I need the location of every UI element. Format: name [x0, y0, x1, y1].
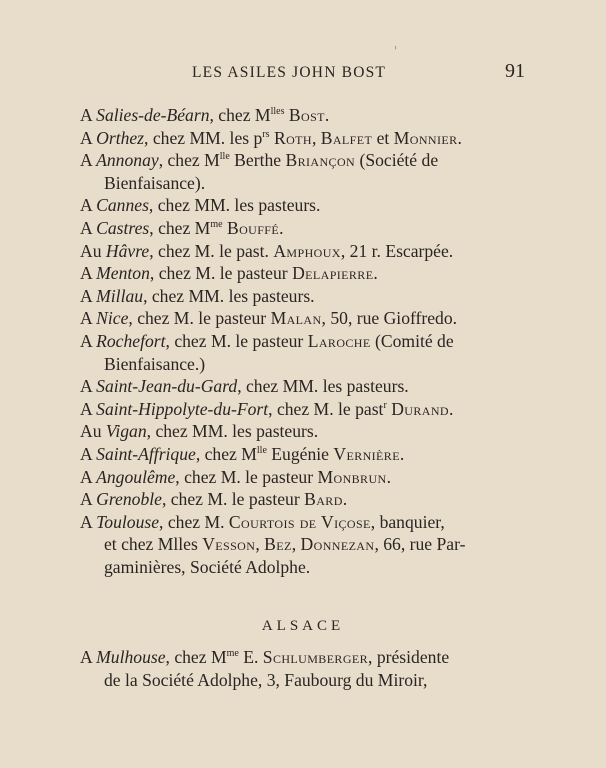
entry-text: me — [210, 219, 223, 231]
person-name: Amphoux — [273, 240, 341, 261]
section-heading: ALSACE — [261, 618, 345, 634]
entry-text: , chez MM. les p — [144, 127, 263, 148]
entry-text: , chez M — [149, 218, 211, 238]
entry-text: me — [226, 648, 239, 660]
directory-entry — [80, 511, 536, 579]
entry-text: A — [80, 105, 97, 125]
person-name: Donnezan — [300, 534, 375, 555]
entry-text: , chez M. le pasteur — [161, 489, 305, 510]
person-name: Bard. — [304, 489, 348, 510]
place-name: Mulhouse — [96, 647, 166, 667]
directory-entry — [80, 375, 536, 398]
entry-text: A — [80, 489, 97, 510]
person-name: Vesson — [202, 534, 256, 555]
place-name: Cannes — [96, 195, 149, 216]
entry-text: , chez M. le past. — [149, 240, 274, 261]
entry-text: A — [80, 376, 97, 397]
directory-entry — [80, 307, 536, 330]
directory-entry — [80, 398, 536, 421]
place-name: Nice — [96, 308, 129, 329]
entry-text: et chez Mlles — [104, 534, 203, 555]
entry-text: A — [80, 466, 97, 487]
entry-text: Eugénie — [266, 444, 334, 464]
entry-text: Au — [80, 421, 106, 442]
entry-text: , chez M. — [159, 511, 229, 532]
place-name: Rochefort — [96, 331, 166, 351]
entry-text: , 21 r. Escarpée. — [340, 240, 454, 261]
directory-entry — [80, 488, 536, 511]
person-name: Balfet — [320, 127, 373, 148]
person-name: Vernière. — [333, 444, 405, 464]
place-name: Saint-Affrique — [96, 444, 196, 464]
person-name: Bouffé. — [226, 218, 284, 238]
entry-text: , — [255, 534, 265, 555]
person-name: Bez — [264, 534, 292, 555]
entry-text: A — [80, 150, 97, 171]
entry-text: A — [80, 127, 97, 148]
person-name: Delapierre. — [292, 263, 379, 284]
entry-text: lle — [219, 151, 230, 163]
entry-text: (Comité de — [370, 331, 454, 351]
entry-text: , chez MM. les pasteurs. — [143, 285, 315, 306]
person-name: Schlumberger — [262, 647, 369, 667]
entry-text: , — [311, 127, 321, 148]
directory-entry — [80, 127, 536, 150]
person-name: Courtois de Viçose — [228, 511, 371, 532]
directory-entry — [80, 194, 536, 217]
person-name: Bost. — [288, 105, 330, 125]
directory-entry — [80, 420, 536, 443]
entry-text: rs — [262, 128, 270, 140]
entry-text: , 66, rue Par- — [374, 534, 466, 555]
directory-entry — [80, 646, 536, 691]
directory-entry — [80, 466, 536, 489]
entry-text: , chez M — [209, 105, 271, 125]
entry-text: A — [80, 195, 97, 216]
entry-text: de la Société Adolphe, 3, Faubourg du Miroir, — [104, 669, 428, 690]
entry-text: , — [291, 534, 301, 555]
entry-text: A — [80, 263, 97, 284]
place-name: Vigan — [105, 421, 147, 442]
entry-text: gaminières, Société Adolphe. — [104, 556, 311, 577]
entry-text: , chez M. le pasteur — [175, 466, 318, 487]
person-name: Durand. — [391, 398, 454, 419]
entry-text: , chez M. le pasteur — [128, 308, 271, 329]
place-name: Hâvre — [105, 240, 150, 261]
entry-text: , chez M — [195, 444, 257, 464]
entry-text: A — [80, 308, 97, 329]
running-head: LES ASILES JOHN BOST — [192, 64, 387, 81]
place-name: Toulouse — [96, 511, 160, 532]
person-name: Laroche — [307, 331, 371, 351]
place-name: Salies-de-Béarn — [96, 105, 210, 125]
entry-text: , chez M — [165, 647, 227, 667]
directory-entry — [80, 104, 536, 127]
page-speck: ' — [394, 44, 398, 58]
entry-text: (Société de — [355, 150, 439, 171]
entry-text: A — [80, 511, 97, 532]
entry-text: A — [80, 218, 97, 238]
person-name: Malan — [270, 308, 322, 329]
entry-text: A — [80, 398, 97, 419]
person-name: Monnier. — [393, 127, 463, 148]
entry-text: , chez M. le past — [268, 398, 384, 419]
entry-text: , chez M — [158, 150, 220, 171]
entry-text: r — [383, 399, 387, 411]
entry-text: , chez M. le pasteur — [149, 263, 293, 284]
directory-entry — [80, 240, 536, 263]
directory-entry — [80, 285, 536, 308]
directory-entry — [80, 443, 536, 466]
entry-text: A — [80, 444, 97, 464]
person-name: Monbrun. — [317, 466, 392, 487]
person-name: Roth — [273, 127, 312, 148]
entry-text: , présidente — [368, 647, 450, 667]
directory-entry — [80, 330, 536, 375]
place-name: Grenoble — [96, 489, 162, 510]
entry-text: Bienfaisance). — [104, 172, 206, 193]
entry-text: A — [80, 331, 97, 351]
person-name: Briançon — [285, 150, 356, 171]
place-name: Millau — [96, 285, 144, 306]
place-name: Saint-Hippolyte-du-Fort — [96, 398, 269, 419]
place-name: Menton — [96, 263, 150, 284]
entry-text: , chez MM. les pasteurs. — [237, 376, 409, 397]
entry-text: Bienfaisance.) — [104, 353, 206, 374]
entry-text: Au — [80, 240, 106, 261]
place-name: Castres — [96, 218, 150, 238]
page-number: 91 — [505, 60, 525, 82]
entry-text: A — [80, 647, 97, 667]
directory-entry — [80, 262, 536, 285]
entry-text: , 50, rue Gioffredo. — [321, 308, 458, 329]
place-name: Angoulême — [96, 466, 176, 487]
entry-text: , chez MM. les pasteurs. — [148, 195, 321, 216]
entry-text: E. — [238, 647, 263, 667]
place-name: Annonay — [96, 150, 159, 171]
place-name: Saint-Jean-du-Gard — [96, 376, 238, 397]
place-name: Orthez — [96, 127, 145, 148]
entry-text: lle — [256, 445, 267, 457]
directory-entry — [80, 217, 536, 240]
entry-text: A — [80, 285, 97, 306]
directory-entry — [80, 149, 536, 194]
entry-text: , chez MM. les pasteurs. — [146, 421, 319, 442]
entry-text: lles — [270, 106, 285, 118]
entry-text: , banquier, — [370, 511, 445, 532]
entry-text: et — [372, 127, 394, 148]
entry-text: Berthe — [229, 150, 286, 171]
entry-text: , chez M. le pasteur — [165, 331, 308, 351]
